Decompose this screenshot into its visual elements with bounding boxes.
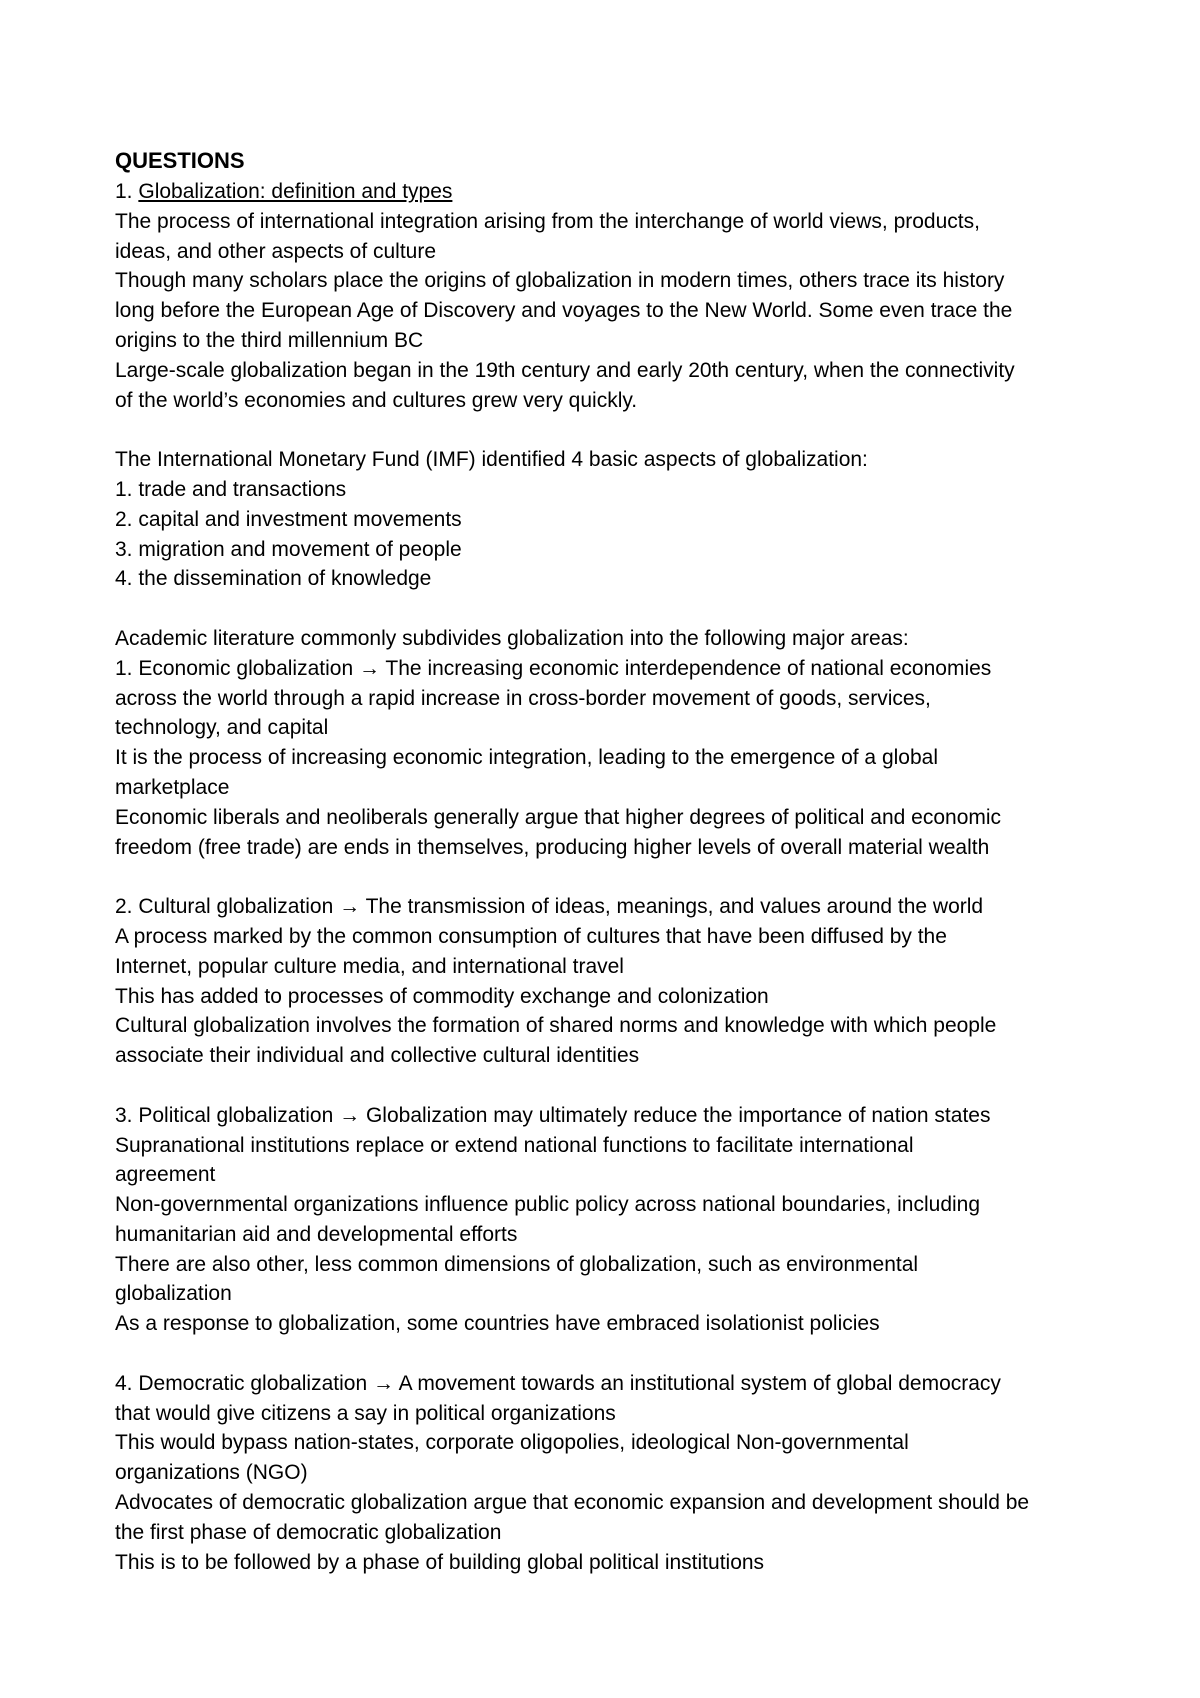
section-1-title-line bbox=[115, 177, 1100, 207]
text-line: technology, and capital bbox=[115, 716, 329, 740]
text-line: freedom (free trade) are ends in themselves, producing higher levels of overall material wealth bbox=[115, 835, 990, 859]
text-line: Though many scholars place the origins of globalization in modern times, others trace its history bbox=[115, 269, 1005, 293]
text-line: marketplace bbox=[115, 775, 230, 799]
text-line: Internet, popular culture media, and international travel bbox=[115, 954, 624, 978]
list-item: 4. the dissemination of knowledge bbox=[115, 567, 432, 591]
text-line: The process of international integration arising from the interchange of world views, products, bbox=[115, 209, 980, 233]
areas-intro: Academic literature commonly subdivides globalization into the following major areas: bbox=[115, 626, 909, 650]
paragraph-gap bbox=[115, 1339, 1100, 1369]
text-line: A process marked by the common consumption of cultures that have been diffused by the bbox=[115, 924, 947, 948]
text-line: agreement bbox=[115, 1163, 216, 1187]
text-line: of the world’s economies and cultures grew very quickly. bbox=[115, 388, 638, 412]
text-line: organizations (NGO) bbox=[115, 1461, 308, 1485]
text-line: associate their individual and collective cultural identities bbox=[115, 1044, 640, 1068]
list-item: 1. trade and transactions bbox=[115, 477, 347, 501]
text-line: ideas, and other aspects of culture bbox=[115, 239, 437, 263]
text-line: origins to the third millennium BC bbox=[115, 328, 424, 352]
paragraph-gap bbox=[115, 1071, 1100, 1101]
text-line: As a response to globalization, some countries have embraced isolationist policies bbox=[115, 1312, 880, 1336]
text-line: Cultural globalization involves the formation of shared norms and knowledge with which people bbox=[115, 1014, 997, 1038]
text-line: Large-scale globalization began in the 19th century and early 20th century, when the connectivity bbox=[115, 358, 1015, 382]
text-line: 3. Political globalization → Globalization may ultimately reduce the importance of nation states bbox=[115, 1103, 991, 1127]
text-line: There are also other, less common dimensions of globalization, such as environmental bbox=[115, 1252, 919, 1276]
paragraph-gap bbox=[115, 862, 1100, 892]
document-page bbox=[115, 145, 1100, 1577]
text-line: globalization bbox=[115, 1282, 232, 1306]
text-line: across the world through a rapid increase in cross-border movement of goods, services, bbox=[115, 686, 931, 710]
text-line: long before the European Age of Discovery and voyages to the New World. Some even trace the bbox=[115, 299, 1013, 323]
text-line: It is the process of increasing economic integration, leading to the emergence of a global bbox=[115, 746, 938, 770]
text-line: the first phase of democratic globalization bbox=[115, 1520, 502, 1544]
section-1-title: Globalization: definition and types bbox=[138, 180, 453, 203]
text-line: Non-governmental organizations influence public policy across national boundaries, including bbox=[115, 1193, 981, 1217]
text-line: 1. Economic globalization → The increasing economic interdependence of national economies bbox=[115, 656, 992, 680]
list-item: 3. migration and movement of people bbox=[115, 537, 462, 561]
text-line: that would give citizens a say in political organizations bbox=[115, 1401, 616, 1425]
text-line: 2. Cultural globalization → The transmission of ideas, meanings, and values around the world bbox=[115, 895, 984, 919]
page-heading: QUESTIONS bbox=[115, 148, 245, 173]
text-line: Advocates of democratic globalization argue that economic expansion and development should be bbox=[115, 1491, 1030, 1515]
text-line: humanitarian aid and developmental efforts bbox=[115, 1222, 518, 1246]
text-line: 4. Democratic globalization → A movement towards an institutional system of global democracy bbox=[115, 1371, 1001, 1395]
paragraph-gap bbox=[115, 415, 1100, 445]
text-line: Economic liberals and neoliberals generally argue that higher degrees of political and economic bbox=[115, 805, 1002, 829]
text-line: This is to be followed by a phase of building global political institutions bbox=[115, 1550, 765, 1574]
text-line: This has added to processes of commodity exchange and colonization bbox=[115, 984, 769, 1008]
paragraph-gap bbox=[115, 594, 1100, 624]
text-line: This would bypass nation-states, corporate oligopolies, ideological Non-governmental bbox=[115, 1431, 909, 1455]
imf-intro: The International Monetary Fund (IMF) identified 4 basic aspects of globalization: bbox=[115, 448, 868, 472]
section-1-number: 1. bbox=[115, 180, 139, 203]
text-line: Supranational institutions replace or extend national functions to facilitate international bbox=[115, 1133, 914, 1157]
list-item: 2. capital and investment movements bbox=[115, 507, 462, 531]
